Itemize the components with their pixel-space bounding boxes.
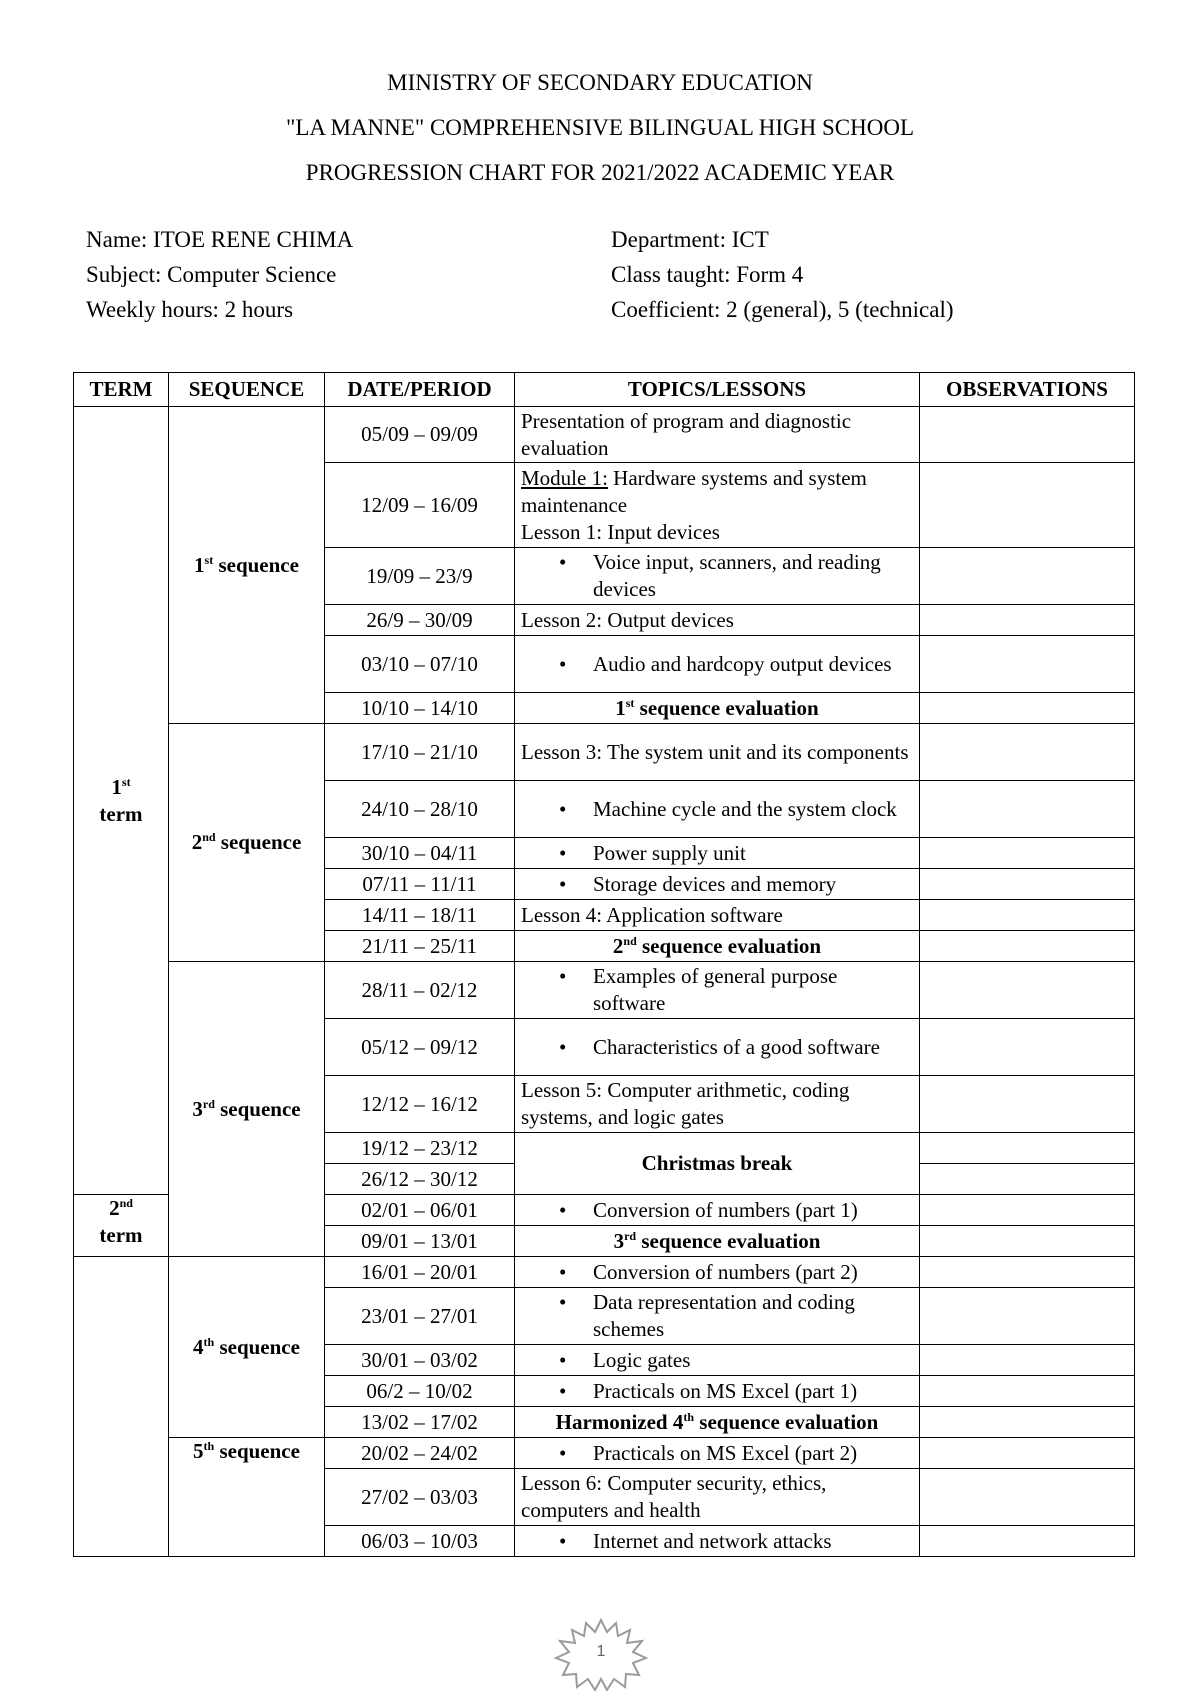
observation-cell	[920, 1288, 1135, 1345]
observation-cell	[920, 463, 1135, 548]
observation-cell	[920, 1376, 1135, 1407]
observation-cell	[920, 1469, 1135, 1526]
sequence-1-cell: 1st sequence	[169, 407, 325, 724]
col-observations-header: OBSERVATIONS	[920, 373, 1135, 407]
observation-cell	[920, 1226, 1135, 1257]
topic-cell: Module 1: Hardware systems and system maintenance Lesson 1: Input devices	[515, 463, 920, 548]
observation-cell	[920, 407, 1135, 463]
observation-cell	[920, 900, 1135, 931]
topic-cell	[515, 1345, 920, 1376]
sequence-3-cell: 3rd sequence	[169, 962, 325, 1257]
topic-cell	[515, 1376, 920, 1407]
date-cell: 17/10 – 21/10	[325, 724, 515, 781]
date-cell: 30/01 – 03/02	[325, 1345, 515, 1376]
evaluation-cell: 3rd sequence evaluation	[515, 1226, 920, 1257]
date-cell: 24/10 – 28/10	[325, 781, 515, 838]
topic-cell	[515, 1438, 920, 1469]
sequence-4-cell: 4th sequence	[169, 1257, 325, 1438]
sequence-5-cell: 5th sequence	[169, 1438, 325, 1557]
date-cell: 20/02 – 24/02	[325, 1438, 515, 1469]
date-cell: 19/09 – 23/9	[325, 548, 515, 605]
date-cell: 12/09 – 16/09	[325, 463, 515, 548]
date-cell: 09/01 – 13/01	[325, 1226, 515, 1257]
date-cell: 14/11 – 18/11	[325, 900, 515, 931]
progression-table	[73, 372, 1135, 1557]
chart-title: PROGRESSION CHART FOR 2021/2022 ACADEMIC YEAR	[305, 160, 895, 185]
date-cell: 23/01 – 27/01	[325, 1288, 515, 1345]
date-cell: 30/10 – 04/11	[325, 838, 515, 869]
observation-cell	[920, 869, 1135, 900]
observation-cell	[920, 962, 1135, 1019]
date-cell: 21/11 – 25/11	[325, 931, 515, 962]
date-cell: 06/2 – 10/02	[325, 1376, 515, 1407]
topic-cell: Presentation of program and diagnostic evaluation	[515, 407, 920, 463]
bullet-item: • Data representation and coding schemes	[521, 1289, 913, 1343]
bullet-item: • Storage devices and memory	[521, 871, 913, 898]
bullet-item: • Practicals on MS Excel (part 1)	[521, 1378, 913, 1405]
observation-cell	[920, 693, 1135, 724]
coefficient: Coefficient: 2 (general), 5 (technical)	[611, 297, 954, 322]
date-cell: 26/9 – 30/09	[325, 605, 515, 636]
topic-cell	[515, 636, 920, 693]
topic-cell: Lesson 3: The system unit and its components	[515, 724, 920, 781]
christmas-break-cell: Christmas break	[515, 1133, 920, 1195]
observation-cell	[920, 1345, 1135, 1376]
term-2-continued-cell	[74, 1257, 169, 1557]
observation-cell	[920, 724, 1135, 781]
observation-cell	[920, 1133, 1135, 1164]
page-number-badge	[553, 1617, 649, 1691]
weekly-hours: Weekly hours: 2 hours	[86, 297, 294, 322]
date-cell: 10/10 – 14/10	[325, 693, 515, 724]
topic-cell	[515, 548, 920, 605]
observation-cell	[920, 1407, 1135, 1438]
col-sequence-header: SEQUENCE	[169, 373, 325, 407]
evaluation-cell: 2nd sequence evaluation	[515, 931, 920, 962]
observation-cell	[920, 1438, 1135, 1469]
topic-cell	[515, 1195, 920, 1226]
bullet-item: • Examples of general purpose software	[521, 963, 913, 1017]
bullet-item: • Machine cycle and the system clock	[521, 796, 913, 823]
topic-cell	[515, 781, 920, 838]
date-cell: 05/09 – 09/09	[325, 407, 515, 463]
sequence-2-cell: 2nd sequence	[169, 724, 325, 962]
evaluation-cell: 1st sequence evaluation	[515, 693, 920, 724]
date-cell: 06/03 – 10/03	[325, 1526, 515, 1557]
topic-cell	[515, 1288, 920, 1345]
bullet-item: • Power supply unit	[521, 840, 913, 867]
bullet-item: • Characteristics of a good software	[521, 1034, 913, 1061]
date-cell: 26/12 – 30/12	[325, 1164, 515, 1195]
ministry-heading: MINISTRY OF SECONDARY EDUCATION	[387, 70, 813, 95]
date-cell: 13/02 – 17/02	[325, 1407, 515, 1438]
date-cell: 02/01 – 06/01	[325, 1195, 515, 1226]
observation-cell	[920, 1195, 1135, 1226]
col-date-header: DATE/PERIOD	[325, 373, 515, 407]
observation-cell	[920, 548, 1135, 605]
observation-cell	[920, 1019, 1135, 1076]
bullet-item: • Logic gates	[521, 1347, 913, 1374]
observation-cell	[920, 605, 1135, 636]
date-cell: 27/02 – 03/03	[325, 1469, 515, 1526]
observation-cell	[920, 1526, 1135, 1557]
subject: Subject: Computer Science	[86, 262, 337, 287]
topic-cell: Lesson 6: Computer security, ethics, computers and health	[515, 1469, 920, 1526]
observation-cell	[920, 781, 1135, 838]
school-heading: "LA MANNE" COMPREHENSIVE BILINGUAL HIGH SCHOOL	[285, 115, 915, 140]
table-header-row	[74, 373, 1135, 407]
department: Department: ICT	[611, 227, 769, 252]
topic-cell	[515, 838, 920, 869]
bullet-item: • Practicals on MS Excel (part 2)	[521, 1440, 913, 1467]
observation-cell	[920, 1076, 1135, 1133]
table-row	[74, 1438, 1135, 1469]
bullet-item: • Internet and network attacks	[521, 1528, 913, 1555]
term-2-cell: 2nd term	[74, 1195, 169, 1257]
bullet-item: • Voice input, scanners, and reading devices	[521, 549, 913, 603]
date-cell: 19/12 – 23/12	[325, 1133, 515, 1164]
date-cell: 05/12 – 09/12	[325, 1019, 515, 1076]
evaluation-cell: Harmonized 4th sequence evaluation	[515, 1407, 920, 1438]
class-taught: Class taught: Form 4	[611, 262, 804, 287]
date-cell: 07/11 – 11/11	[325, 869, 515, 900]
observation-cell	[920, 931, 1135, 962]
topic-cell: Lesson 4: Application software	[515, 900, 920, 931]
col-term-header: TERM	[74, 373, 169, 407]
date-cell: 12/12 – 16/12	[325, 1076, 515, 1133]
observation-cell	[920, 636, 1135, 693]
topic-cell	[515, 962, 920, 1019]
col-topics-header: TOPICS/LESSONS	[515, 373, 920, 407]
date-cell: 28/11 – 02/12	[325, 962, 515, 1019]
table-row	[74, 1257, 1135, 1288]
bullet-item: • Conversion of numbers (part 1)	[521, 1197, 913, 1224]
observation-cell	[920, 1257, 1135, 1288]
topic-cell	[515, 1257, 920, 1288]
topic-cell: Lesson 2: Output devices	[515, 605, 920, 636]
table-row	[74, 407, 1135, 463]
bullet-item: • Audio and hardcopy output devices	[521, 651, 913, 678]
teacher-name: Name: ITOE RENE CHIMA	[86, 227, 354, 252]
table-row	[74, 962, 1135, 1019]
date-cell: 03/10 – 07/10	[325, 636, 515, 693]
term-1-cell: 1st term	[74, 407, 169, 1195]
module-label: Module 1:	[521, 465, 608, 490]
topic-cell	[515, 869, 920, 900]
observation-cell	[920, 838, 1135, 869]
date-cell: 16/01 – 20/01	[325, 1257, 515, 1288]
table-row	[74, 724, 1135, 781]
observation-cell	[920, 1164, 1135, 1195]
bullet-item: • Conversion of numbers (part 2)	[521, 1259, 913, 1286]
topic-cell: Lesson 5: Computer arithmetic, coding systems, and logic gates	[515, 1076, 920, 1133]
page-number: 1	[596, 1643, 606, 1660]
topic-cell	[515, 1019, 920, 1076]
topic-cell	[515, 1526, 920, 1557]
